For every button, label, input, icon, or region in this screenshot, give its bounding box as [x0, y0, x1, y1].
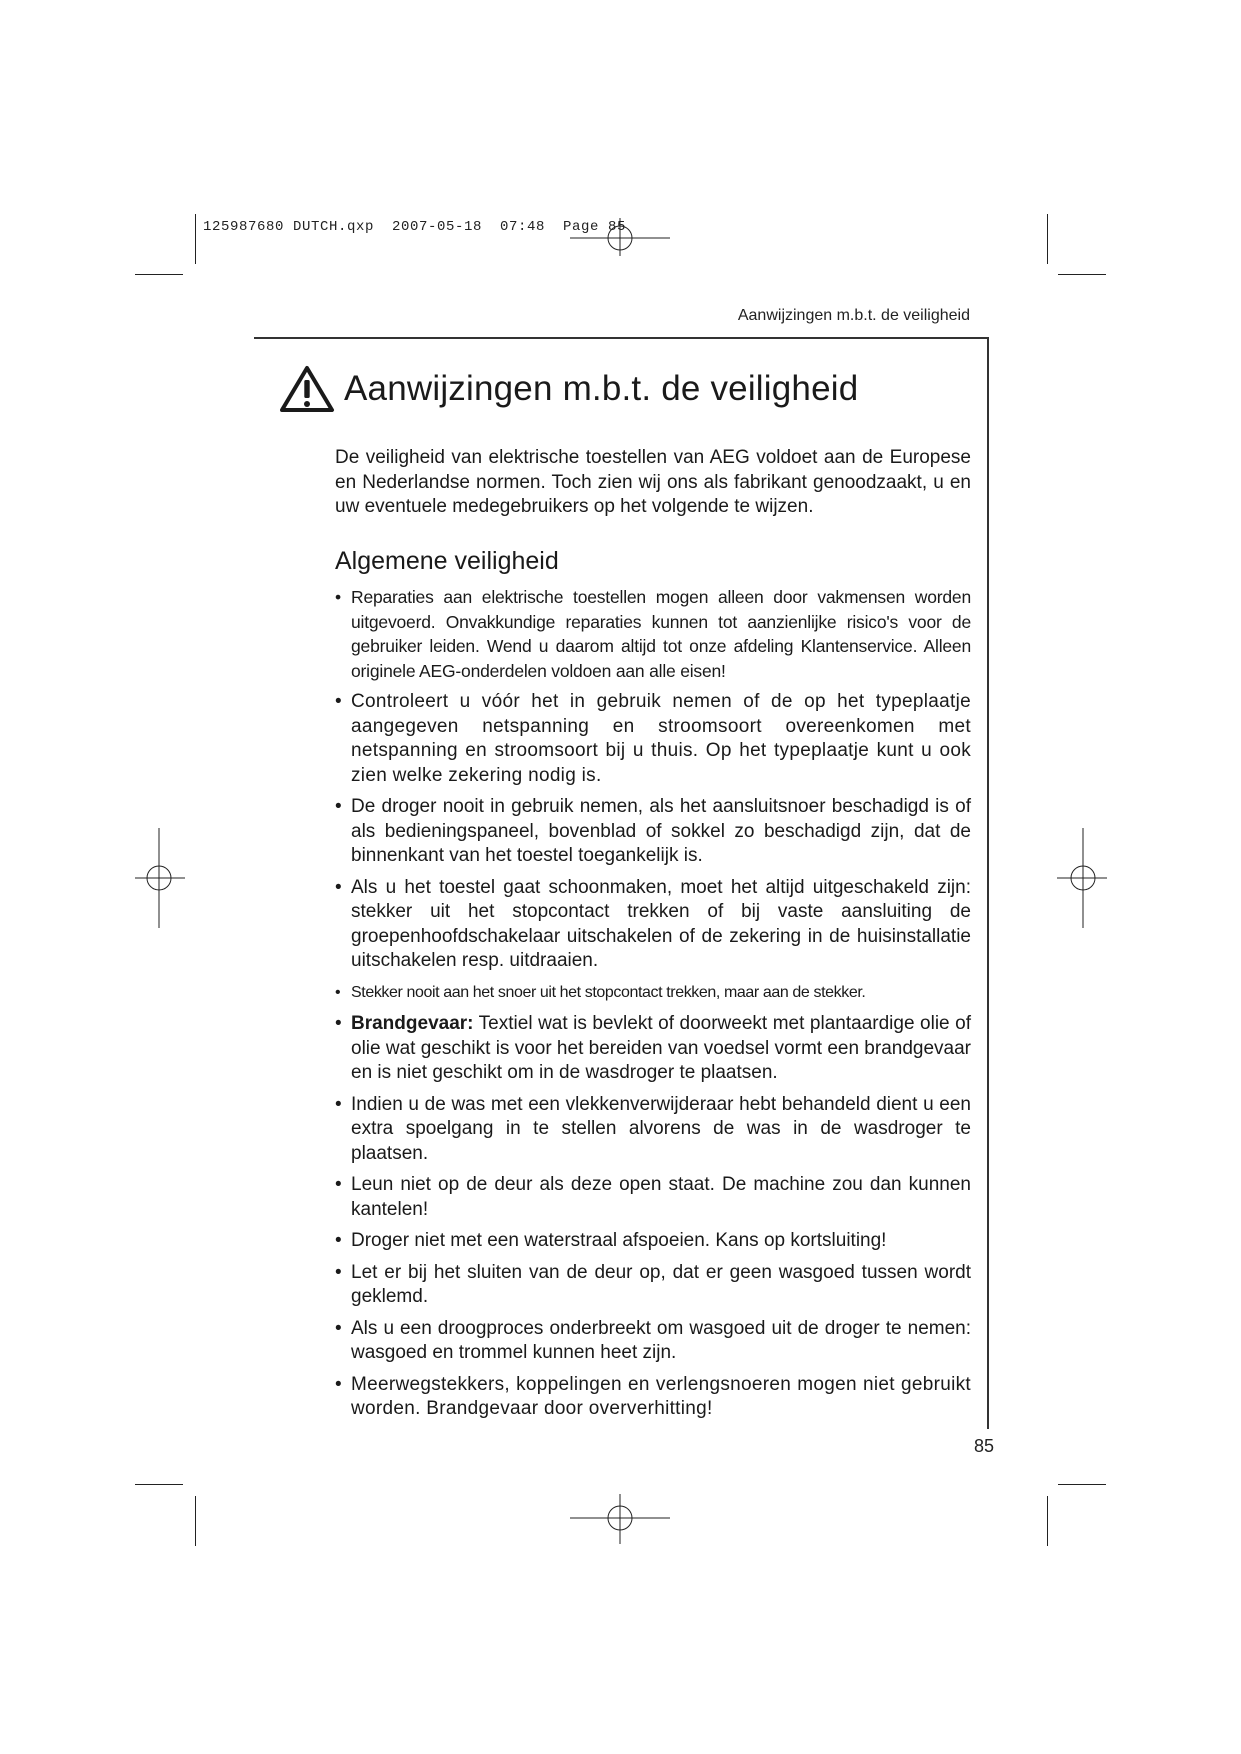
list-item-text: Droger niet met een waterstraal afspoeien. Kans op kortsluiting!	[351, 1230, 887, 1251]
list-item	[335, 1012, 971, 1086]
list-item-text: Textiel wat is bevlekt of doorweekt met plantaardige olie of olie wat geschikt is voor het bereiden van voedsel vormt een brandgevaar en is niet geschikt om in de wasdroger te plaatsen.	[351, 1013, 971, 1083]
registration-mark-top	[570, 216, 670, 256]
list-item-text: De droger nooit in gebruik nemen, als het aansluitsnoer beschadigd is of als bedieningspaneel, bovenblad of sokkel zo beschadigd zijn, dat de binnenkant van het toestel toegankelijk is.	[351, 796, 971, 866]
margin-rule	[987, 337, 989, 1429]
section-title: Algemene veiligheid	[335, 546, 559, 575]
list-item-text: Meerwegstekkers, koppelingen en verlengsnoeren mogen niet gebruikt worden. Brandgevaar door oververhitting!	[351, 1373, 971, 1419]
crop-mark	[1058, 274, 1106, 275]
page-title: Aanwijzingen m.b.t. de veiligheid	[344, 369, 859, 408]
list-item-text: Als u een droogproces onderbreekt om wasgoed uit de droger te nemen: wasgoed en trommel kunnen heet zijn.	[351, 1317, 971, 1363]
list-item-bold-label: Brandgevaar:	[351, 1013, 474, 1034]
list-item	[335, 1317, 971, 1366]
list-item-text: Leun niet op de deur als deze open staat. De machine zou dan kunnen kantelen!	[351, 1174, 971, 1220]
running-header: Aanwijzingen m.b.t. de veiligheid	[737, 307, 970, 324]
list-item-text: Stekker nooit aan het snoer uit het stopcontact trekken, maar aan de stekker.	[351, 983, 866, 1001]
print-slug: 125987680 DUTCH.qxp 2007-05-18 07:48 Page 85	[203, 219, 627, 235]
list-item	[335, 876, 971, 974]
page-number: 85	[973, 1436, 994, 1456]
intro-paragraph: De veiligheid van elektrische toestellen van AEG voldoet aan de Europese en Nederlandse normen. Toch zien wij ons als fabrikant genoodzaakt, u en uw eventuele medegebruikers op het volgende te wijzen.	[335, 447, 971, 517]
list-item-text: Als u het toestel gaat schoonmaken, moet het altijd uitgeschakeld zijn: stekker uit het stopcontact trekken of bij vaste aansluiting de groepenhoofdschakelaar uitschakelen of de zekering in de huisinstallatie uitschakelen resp. uitdraaien.	[351, 876, 971, 971]
registration-mark-left	[135, 828, 185, 928]
crop-mark	[135, 1484, 183, 1485]
list-item	[335, 1373, 971, 1422]
list-item	[335, 690, 971, 788]
crop-mark	[195, 214, 196, 264]
page-title-row	[278, 364, 858, 414]
crop-mark	[1047, 214, 1048, 264]
main-content	[335, 446, 971, 1429]
header-rule	[254, 337, 988, 339]
list-item	[335, 1229, 971, 1254]
list-item-text: Indien u de was met een vlekkenverwijderaar hebt behandeld dient u een extra spoelgang in te stellen alvorens de was in de wasdroger te plaatsen.	[351, 1093, 971, 1164]
list-item	[335, 795, 971, 869]
crop-mark	[135, 274, 183, 275]
warning-triangle-icon	[278, 364, 336, 414]
list-item-text: Controleert u vóór het in gebruik nemen of de op het typeplaatje aangegeven netspanning en stroomsoort overeenkomen met netspanning en stroomsoort bij u thuis. Op het typeplaatje kunt u ook zien welke zekering nodig is.	[351, 691, 971, 786]
registration-mark-bottom	[570, 1494, 670, 1544]
list-item	[335, 1093, 971, 1167]
safety-list	[335, 585, 971, 1422]
list-item	[335, 1173, 971, 1222]
crop-mark	[1058, 1484, 1106, 1485]
list-item-text: Reparaties aan elektrische toestellen mogen alleen door vakmensen worden uitgevoerd. Onvakkundige reparaties kunnen tot aanzienlijke risico's voor de gebruiker leiden. Wend u daarom altijd tot onze afdeling Klantenservice. Alleen originele AEG-onderdelen voldoen aan alle eisen!	[351, 587, 971, 681]
list-item	[335, 585, 971, 683]
crop-mark	[1047, 1496, 1048, 1546]
list-item-text: Let er bij het sluiten van de deur op, dat er geen wasgoed tussen wordt geklemd.	[351, 1261, 971, 1307]
list-item	[335, 1261, 971, 1310]
list-item	[335, 981, 971, 1006]
crop-mark	[195, 1496, 196, 1546]
registration-mark-right	[1057, 828, 1107, 928]
